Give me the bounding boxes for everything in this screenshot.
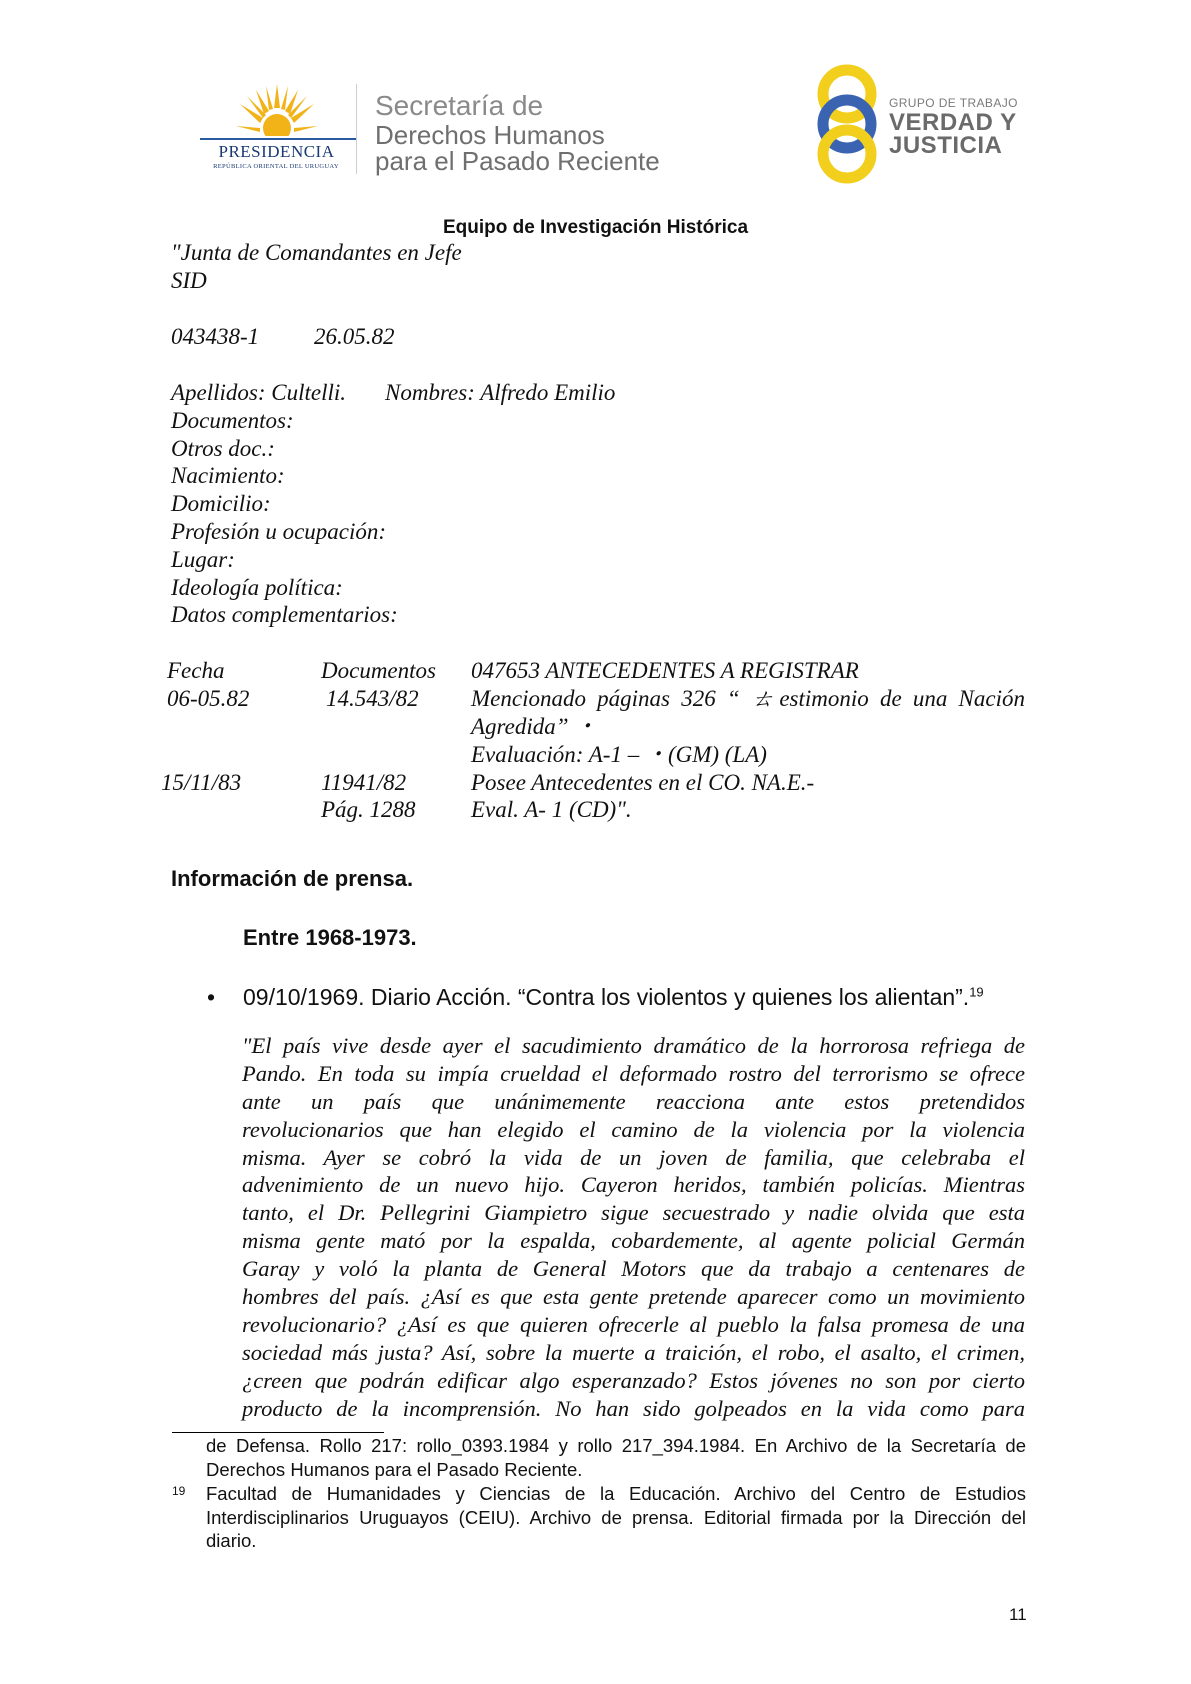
quote-line: misma gente mató por la espalda, cobardemente, al agente policial Germán xyxy=(242,1228,1025,1254)
footnote-19-text: Facultad de Humanidades y Ciencias de la Educación. Archivo del Centro de Estudios Interdisciplinarios Uruguayos (CEIU). Archivo de prensa. Editorial firmada por la Dirección del diario. xyxy=(206,1483,1026,1551)
record-line1: "Junta de Comandantes en Jefe xyxy=(171,240,462,265)
quote-line: tanto, el Dr. Pellegrini Giampietro sigue secuestrado y nadie olvida que esta xyxy=(242,1200,1025,1226)
quote-line: ¿creen que podrán edificar algo esperanzado? Estos jóvenes no son por cierto xyxy=(242,1367,1025,1393)
quote-line: misma. Ayer se cobró la vida de un joven de familia, que celebraba el xyxy=(242,1144,1025,1170)
secretaria-line3: para el Pasado Reciente xyxy=(375,146,660,176)
press-quote xyxy=(242,1032,1025,1422)
table-r2-desc1: Posee Antecedentes en el CO. NA.E.- xyxy=(471,770,815,795)
table-r2-desc2: Eval. A- 1 (CD)". xyxy=(471,797,632,822)
sun-icon xyxy=(236,84,318,136)
table-r1-desc3: Evaluación: A-1 – ・(GM) (LA) xyxy=(471,742,767,767)
table-r1-fecha: 06-05.82 xyxy=(167,686,250,711)
record-date: 26.05.82 xyxy=(314,324,395,349)
quote-line: producto de la incomprensión. No han sido golpeados en la vida como para xyxy=(242,1395,1025,1421)
footnote-continued: de Defensa. Rollo 217: rollo_0393.1984 y rollo 217_394.1984. En Archivo de la Secretaría de Derechos Humanos para el Pasado Reciente. xyxy=(206,1435,1026,1480)
presidencia-sublabel: REPÚBLICA ORIENTAL DEL URUGUAY xyxy=(213,163,339,170)
field-documentos: Documentos: xyxy=(171,408,294,433)
quote-line: advenimiento de un nuevo hijo. Cayeron heridos, también policías. Mientras xyxy=(242,1172,1025,1198)
table-r1-desc2: Agredida” ・ xyxy=(471,714,598,739)
field-otros-doc: Otros doc.: xyxy=(171,436,275,461)
grupo-line2: JUSTICIA xyxy=(889,132,1003,159)
quote-line: Garay y voló la planta de General Motors que da trabajo a centenares de xyxy=(242,1256,1025,1282)
press-subheading: Entre 1968-1973. xyxy=(243,925,417,950)
press-item xyxy=(243,984,984,1011)
table-header-fecha: Fecha xyxy=(167,658,225,683)
quote-line: ante un país que unánimemente reacciona ante estos pretendidos xyxy=(242,1088,1025,1114)
table-r2-doc1: 11941/82 xyxy=(321,770,407,795)
record-apellidos: Apellidos: Cultelli. xyxy=(171,380,347,405)
quote-line: revolucionario? ¿Así es que quieren ofrecerle al pueblo la falsa promesa de una xyxy=(242,1311,1025,1337)
quote-line: "El país vive desde ayer el sacudimiento dramático de la horrorosa refriega de xyxy=(242,1033,1025,1058)
table-r1-desc1: Mencionado páginas 326 “ ㄊestimonio de una Nación xyxy=(471,686,1025,711)
table-header-documentos: Documentos xyxy=(321,658,436,683)
press-heading: Información de prensa. xyxy=(171,866,414,891)
press-item-text: 09/10/1969. Diario Acción. “Contra los violentos y quienes los alientan”. xyxy=(243,984,970,1010)
field-profesion: Profesión u ocupación: xyxy=(171,519,387,544)
quote-line: hombres del país. ¿Así es que esta gente pretende aparecer como un movimiento xyxy=(242,1284,1025,1310)
record-id: 043438-1 xyxy=(171,324,260,349)
table-r2-doc2: Pág. 1288 xyxy=(321,797,416,822)
footnote-19-number: 19 xyxy=(172,1484,186,1498)
record-nombres: Nombres: Alfredo Emilio xyxy=(385,380,616,405)
quote-line: Pando. En toda su impía crueldad el deformado rostro del terrorismo se ofrece xyxy=(242,1060,1025,1086)
secretaria-line1: Secretaría de xyxy=(375,90,544,121)
page-number: 11 xyxy=(1009,1605,1027,1624)
rings-icon xyxy=(812,62,882,186)
presidencia-rule xyxy=(200,138,356,140)
field-nacimiento: Nacimiento: xyxy=(171,463,285,488)
grupo-line1: VERDAD Y xyxy=(889,109,1017,136)
secretaria-line2: Derechos Humanos xyxy=(375,120,605,150)
team-title: Equipo de Investigación Histórica xyxy=(442,217,749,238)
field-domicilio: Domicilio: xyxy=(171,491,271,516)
footnote-separator xyxy=(172,1432,384,1433)
record-line2: SID xyxy=(171,268,207,293)
footnote-ref-19: 19 xyxy=(969,984,984,1000)
logo-divider xyxy=(356,84,357,174)
field-ideologia: Ideología política: xyxy=(171,575,343,600)
field-datos: Datos complementarios: xyxy=(171,602,398,627)
table-r2-fecha: 15/11/83 xyxy=(161,770,242,795)
field-lugar: Lugar: xyxy=(171,547,235,572)
table-header-desc: 047653 ANTECEDENTES A REGISTRAR xyxy=(471,658,859,683)
quote-line: sociedad más justa? Así, sobre la muerte a traición, el robo, el asalto, el crimen, xyxy=(242,1339,1025,1365)
grupo-small-label: GRUPO DE TRABAJO xyxy=(889,96,1018,110)
table-r1-doc: 14.543/82 xyxy=(326,686,419,711)
bullet-icon: • xyxy=(207,984,216,1010)
quote-line: revolucionarios que han elegido el camino de la violencia por la violencia xyxy=(242,1116,1025,1142)
presidencia-label: PRESIDENCIA xyxy=(218,142,335,161)
